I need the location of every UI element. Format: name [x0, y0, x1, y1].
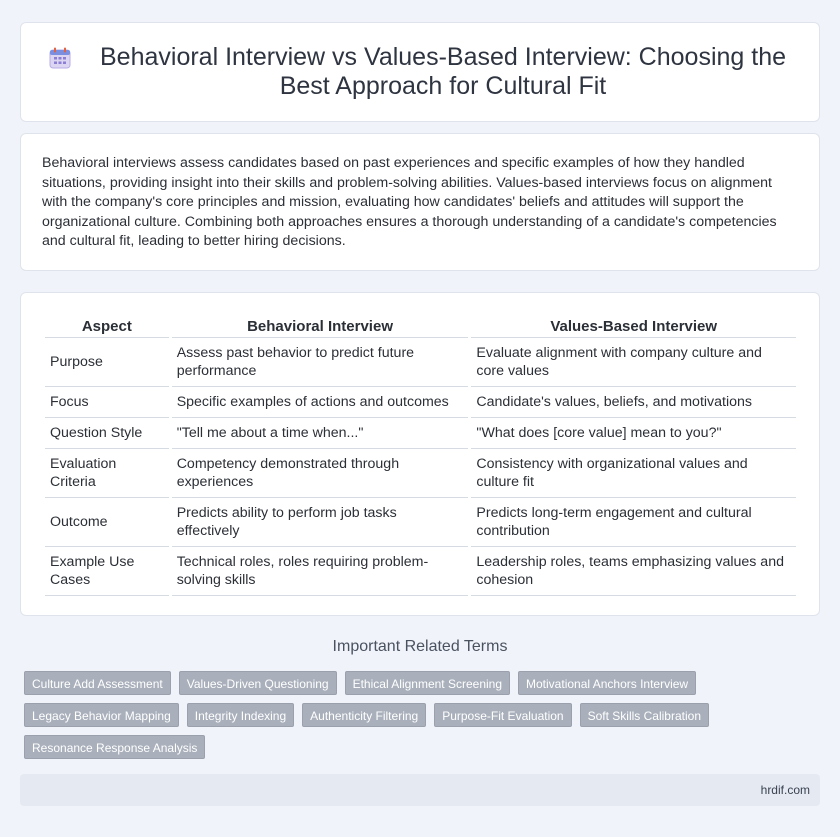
- related-term-tag[interactable]: Integrity Indexing: [187, 703, 294, 727]
- table-row: [45, 547, 796, 596]
- footer: [20, 774, 820, 806]
- aspect-cell: Example Use Cases: [45, 547, 169, 596]
- page-title: Behavioral Interview vs Values-Based Interview: Choosing the Best Approach for Cultural Fit: [100, 43, 786, 100]
- related-term-tag[interactable]: Ethical Alignment Screening: [345, 671, 510, 695]
- calendar-icon: [49, 47, 71, 69]
- title-card: [20, 22, 820, 122]
- related-term-tag[interactable]: Resonance Response Analysis: [24, 735, 205, 759]
- intro-card: [20, 133, 820, 271]
- comparison-card: [20, 292, 820, 616]
- behavioral-cell: Technical roles, roles requiring problem-solving skills: [172, 547, 469, 596]
- values-based-cell: Candidate's values, beliefs, and motivations: [471, 387, 796, 418]
- column-header-values-based: Values-Based Interview: [471, 316, 796, 338]
- related-term-tag[interactable]: Motivational Anchors Interview: [518, 671, 696, 695]
- related-term-tag[interactable]: Values-Driven Questioning: [179, 671, 337, 695]
- behavioral-cell: Assess past behavior to predict future performance: [172, 338, 469, 387]
- table-row: [45, 338, 796, 387]
- behavioral-cell: Competency demonstrated through experiences: [172, 449, 469, 498]
- related-term-tag[interactable]: Legacy Behavior Mapping: [24, 703, 179, 727]
- footer-site-link[interactable]: hrdif.com: [760, 783, 810, 797]
- related-term-tag[interactable]: Culture Add Assessment: [24, 671, 171, 695]
- values-based-cell: Evaluate alignment with company culture and core values: [471, 338, 796, 387]
- column-header-aspect: Aspect: [45, 316, 169, 338]
- table-header-row: [45, 316, 796, 338]
- table-row: [45, 387, 796, 418]
- intro-paragraph: Behavioral interviews assess candidates based on past experiences and specific examples of how they handled situations, providing insight into their skills and problem-solving abilities. Values-based interviews focus on alignment with the company's core principles and mission, evaluating how candidates' beliefs and attitudes will support the organizational culture. Combining both approaches ensures a thorough understanding of a candidate's competencies and cultural fit, leading to better hiring decisions.: [42, 155, 777, 249]
- behavioral-cell: "Tell me about a time when...": [172, 418, 469, 449]
- values-based-cell: Consistency with organizational values and culture fit: [471, 449, 796, 498]
- values-based-cell: Leadership roles, teams emphasizing values and cohesion: [471, 547, 796, 596]
- comparison-table: [42, 316, 799, 596]
- aspect-cell: Focus: [45, 387, 169, 418]
- aspect-cell: Question Style: [45, 418, 169, 449]
- behavioral-cell: Predicts ability to perform job tasks effectively: [172, 498, 469, 547]
- aspect-cell: Purpose: [45, 338, 169, 387]
- values-based-cell: "What does [core value] mean to you?": [471, 418, 796, 449]
- table-row: [45, 418, 796, 449]
- behavioral-cell: Specific examples of actions and outcomes: [172, 387, 469, 418]
- related-terms-heading: Important Related Terms: [332, 638, 508, 655]
- related-term-tag[interactable]: Authenticity Filtering: [302, 703, 426, 727]
- table-row: [45, 449, 796, 498]
- related-terms-list: [24, 671, 724, 759]
- related-term-tag[interactable]: Soft Skills Calibration: [580, 703, 709, 727]
- values-based-cell: Predicts long-term engagement and cultural contribution: [471, 498, 796, 547]
- table-row: [45, 498, 796, 547]
- related-term-tag[interactable]: Purpose-Fit Evaluation: [434, 703, 571, 727]
- aspect-cell: Evaluation Criteria: [45, 449, 169, 498]
- aspect-cell: Outcome: [45, 498, 169, 547]
- column-header-behavioral: Behavioral Interview: [172, 316, 469, 338]
